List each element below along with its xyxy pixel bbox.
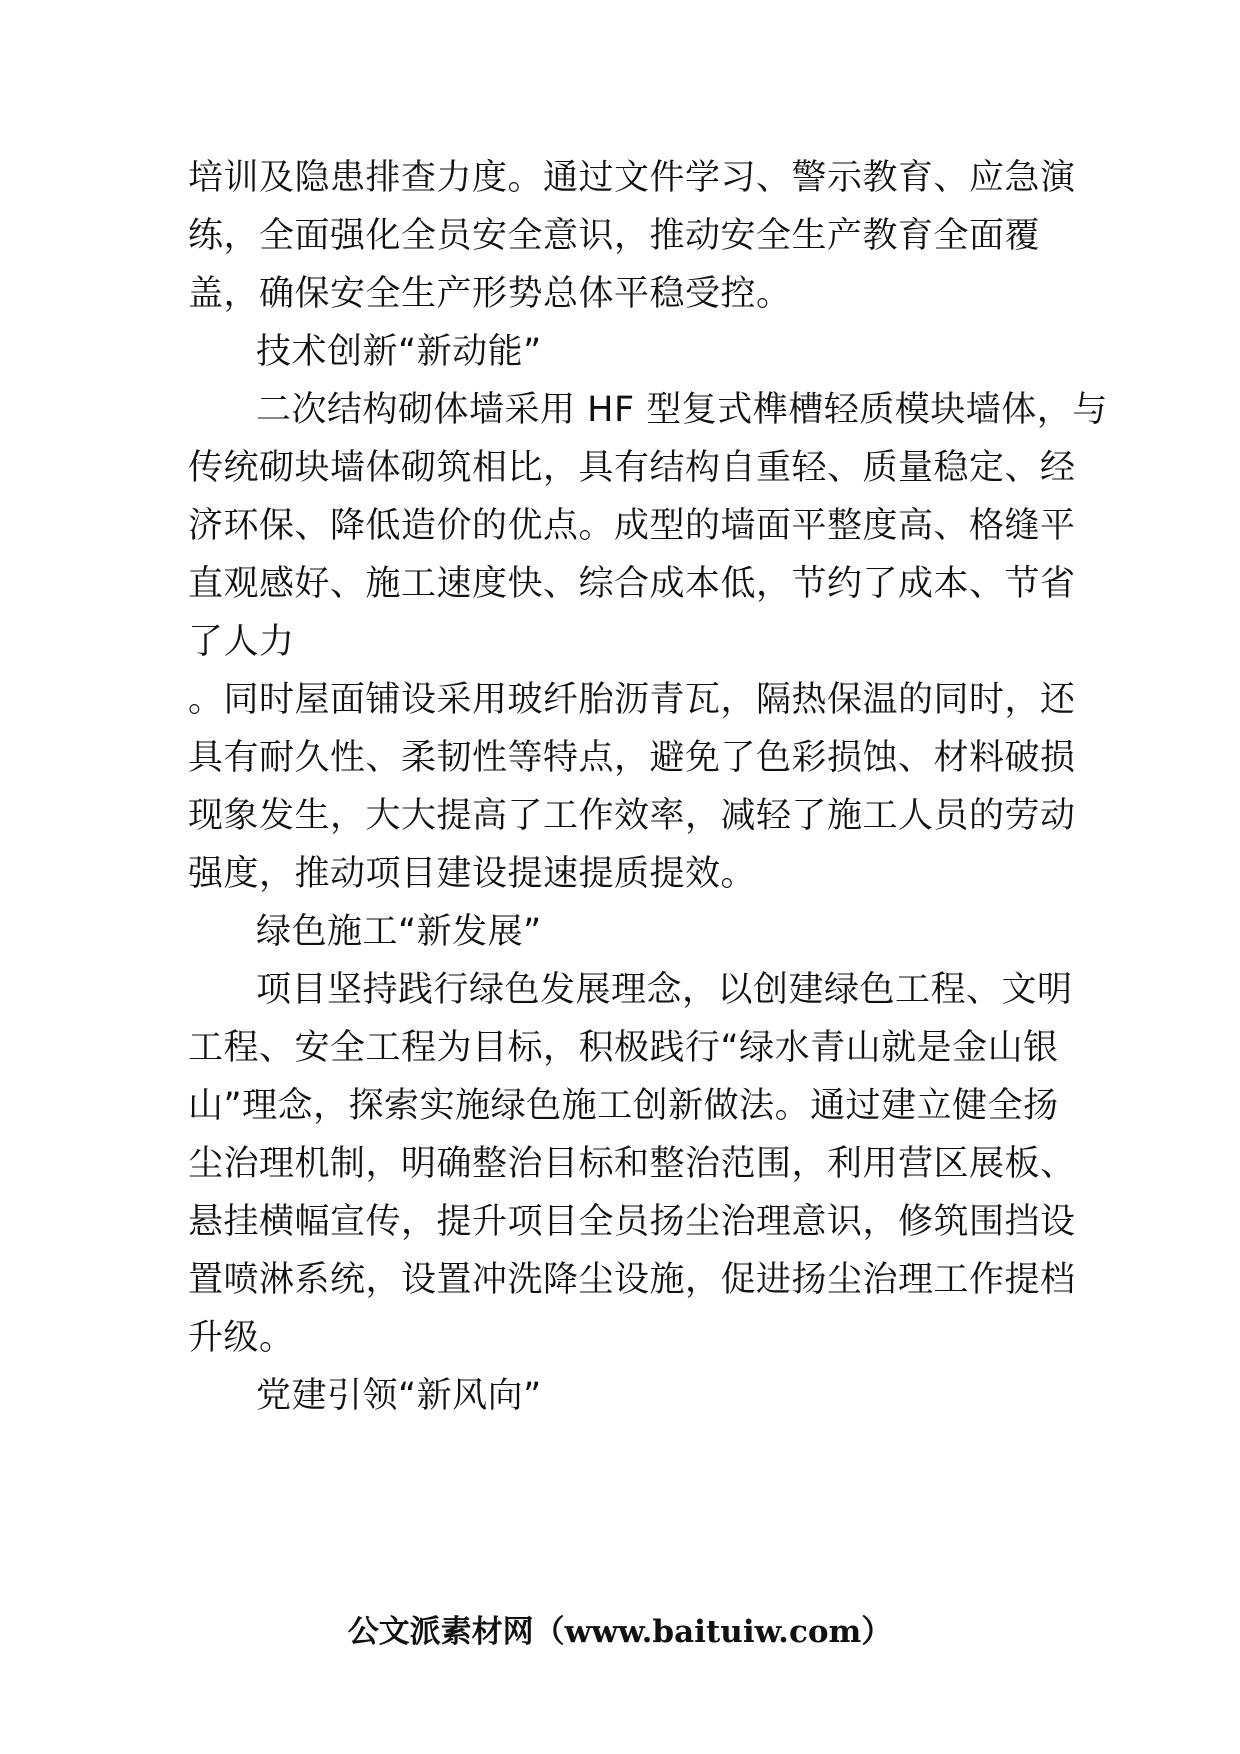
section-heading-green-construction: 绿色施工“新发展” [256, 912, 542, 952]
footer-watermark: 公文派素材网（www.baituiw.com） [347, 1614, 893, 1650]
text-line: 。同时屋面铺设采用玻纤胎沥青瓦，隔热保温的同时，还 [188, 680, 1076, 720]
text-line: 悬挂横幅宣传，提升项目全员扬尘治理意识，修筑围挡设 [188, 1202, 1076, 1242]
section-heading-tech-innovation: 技术创新“新动能” [256, 332, 542, 372]
text-line: 升级。 [188, 1318, 295, 1358]
text-line: 济环保、降低造价的优点。成型的墙面平整度高、格缝平 [188, 506, 1076, 546]
text-line: 强度，推动项目建设提速提质提效。 [188, 854, 757, 894]
text-line: 了人力 [188, 622, 295, 662]
text-line: 直观感好、施工速度快、综合成本低，节约了成本、节省 [188, 564, 1076, 604]
text-line: 尘治理机制，明确整治目标和整治范围，利用营区展板、 [188, 1144, 1076, 1184]
section-heading-party-building: 党建引领“新风向” [256, 1376, 542, 1416]
text-line: 山”理念，探索实施绿色施工创新做法。通过建立健全扬 [188, 1086, 1059, 1126]
text-line: 项目坚持践行绿色发展理念，以创建绿色工程、文明 [256, 970, 1073, 1010]
text-line: 置喷淋系统，设置冲洗降尘设施，促进扬尘治理工作提档 [188, 1260, 1076, 1300]
text-line: 培训及隐患排查力度。通过文件学习、警示教育、应急演 [188, 158, 1076, 198]
text-line: 练，全面强化全员安全意识，推动安全生产教育全面覆 [188, 216, 1041, 256]
text-line: 现象发生，大大提高了工作效率，减轻了施工人员的劳动 [188, 796, 1076, 836]
text-line: 盖，确保安全生产形势总体平稳受控。 [188, 274, 792, 314]
text-line: 具有耐久性、柔韧性等特点，避免了色彩损蚀、材料破损 [188, 738, 1076, 778]
text-line: 工程、安全工程为目标，积极践行“绿水青山就是金山银 [188, 1028, 1059, 1068]
text-line: 传统砌块墙体砌筑相比，具有结构自重轻、质量稳定、经 [188, 448, 1076, 488]
text-line: 二次结构砌体墙采用 HF 型复式榫槽轻质模块墙体，与 [256, 390, 1108, 430]
